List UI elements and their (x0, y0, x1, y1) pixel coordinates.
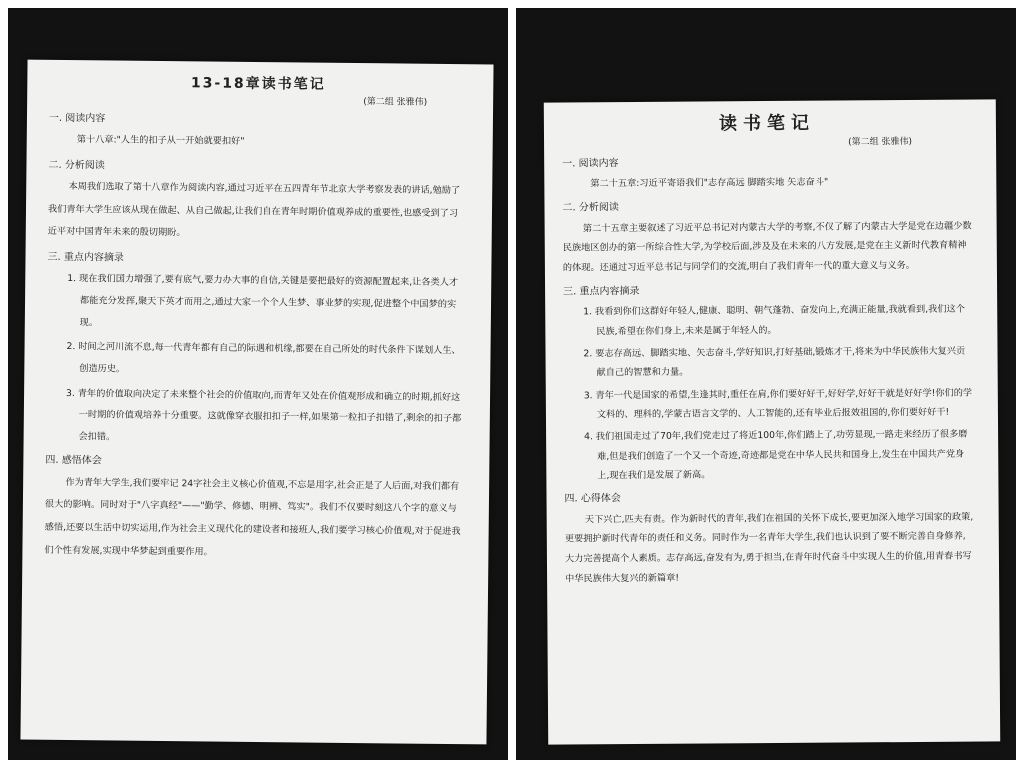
reading-content-text: 第二十五章:习近平寄语我们"志存高远 脚踏实地 矢志奋斗" (590, 176, 829, 190)
section-heading: 一. 阅读内容 (562, 157, 619, 170)
list-item: 1. 现在我们国力增强了,要有底气,要力办大事的自信,关键是要把最好的资源配置起来,让各类人才都能充分发挥,聚天下英才而用之,通过大家一个个人生梦、事业梦的实现,促进整个中国梦的实现。 (67, 273, 459, 329)
left-photo-panel (8, 8, 508, 760)
right-photo-panel (516, 8, 1016, 760)
list-item: 3. 青年的价值取向决定了未来整个社会的价值取向,而青年又处在价值观形成和确立的时期,抓好这一时期的价值观培养十分重要。这就像穿衣服扣扣子一样,如果第一粒扣子扣错了,剩余的扣子都会扣错。 (66, 387, 462, 443)
section-heading: 三. 重点内容摘录 (47, 251, 124, 264)
list-item: 3. 青年一代是国家的希望,生逢其时,重任在肩,你们要好好干,好好学,好好干就是好好学!你们的学文科的、理科的,学蒙古语言文学的、人工智能的,还有毕业后报效祖国的,你们要好好干! (583, 387, 973, 421)
list-item: 2. 要志存高远、脚踏实地、矢志奋斗,学好知识,打好基础,锻炼才干,将来为中华民族伟大复兴贡献自己的智慧和力量。 (583, 345, 966, 379)
analysis-paragraph: 第二十五章主要叙述了习近平总书记对内蒙古大学的考察,不仅了解了内蒙古大学是党在边疆少数民族地区创办的第一所综合性大学,为学校后面,涉及及在未来的八方发展,是党在主义新时代教育精神的体现。还通过习近平总书记与同学们的交流,明白了我们青年一代的重大意义与义务。 (562, 220, 972, 274)
list-item: 2. 时间之河川流不息,每一代青年都有自己的际遇和机缘,都要在自己所处的时代条件下谋划人生、创造历史。 (66, 341, 461, 375)
section-heading: 四. 感悟体会 (45, 455, 102, 467)
page-title: 13-18章读书笔记 (190, 75, 326, 93)
analysis-paragraph: 本周我们选取了第十八章作为阅读内容,通过习近平在五四青年节北京大学考察发表的讲话,勉励了我们青年大学生应该从现在做起、从自己做起,让我们自在青年时期价值观养成的重要性,也感受到了习近平对中国青年未来的殷切期盼。 (47, 181, 461, 239)
right-note-sheet (544, 99, 1000, 744)
section-heading: 一. 阅读内容 (48, 112, 106, 125)
list-item: 1. 我看到你们这群好年轻人,健康、聪明、朝气蓬勃、奋发向上,充满正能量,我就看到,我们这个民族,希望在你们身上,未来是属于年轻人的。 (583, 304, 965, 337)
author-byline: (第二组 张雅伟) (363, 96, 428, 108)
section-heading: 三. 重点内容摘录 (563, 285, 640, 298)
author-byline: (第二组 张雅伟) (848, 136, 913, 147)
reflection-paragraph: 作为青年大学生,我们要牢记 24字社会主义核心价值观,不忘是用字,社会正是了人后面,对我们都有很大的影响。同时对于"八字真经"——"勤学、修德、明辨、笃实"。我们不仅要时刻这八个字的意义与感悟,还要以生活中切实运用,作为社会主义现代化的建设者和接班人,我们要学习核心价值观,对于促进我们个性有发展,实现中华梦起到重要作用。 (44, 476, 461, 558)
excerpt-list (46, 268, 466, 451)
section-heading: 四. 心得体会 (564, 493, 621, 505)
page-title: 读书笔记 (718, 112, 815, 135)
left-note-sheet (20, 60, 493, 745)
list-item: 4. 我们祖国走过了70年,我们党走过了将近100年,你们踏上了,功劳显现,一路走来经历了很多磨难,但是我们创造了一个又一个奇迹,奇迹都是党在中华人民共和国身上,发生在中国共产党身上,现在我们是发展了新高。 (584, 428, 968, 482)
excerpt-list (563, 300, 974, 486)
reading-content-text: 第十八章:"人生的扣子从一开始就要扣好" (76, 134, 245, 148)
section-heading: 二. 分析阅读 (48, 159, 105, 172)
reflection-paragraph: 天下兴亡,匹夫有责。作为新时代的青年,我们在祖国的关怀下成长,要更加深入地学习国家的政策,更要拥护新时代青年的责任和义务。同时作为一名青年大学生,我们也认识到了要不断完善自身修养,大力完善提高个人素质。志存高远,奋发有为,勇于担当,在青年时代奋斗中实现人生的价值,用青春书写中华民族伟大复兴的新篇章! (564, 511, 974, 585)
section-heading: 二. 分析阅读 (562, 202, 619, 214)
